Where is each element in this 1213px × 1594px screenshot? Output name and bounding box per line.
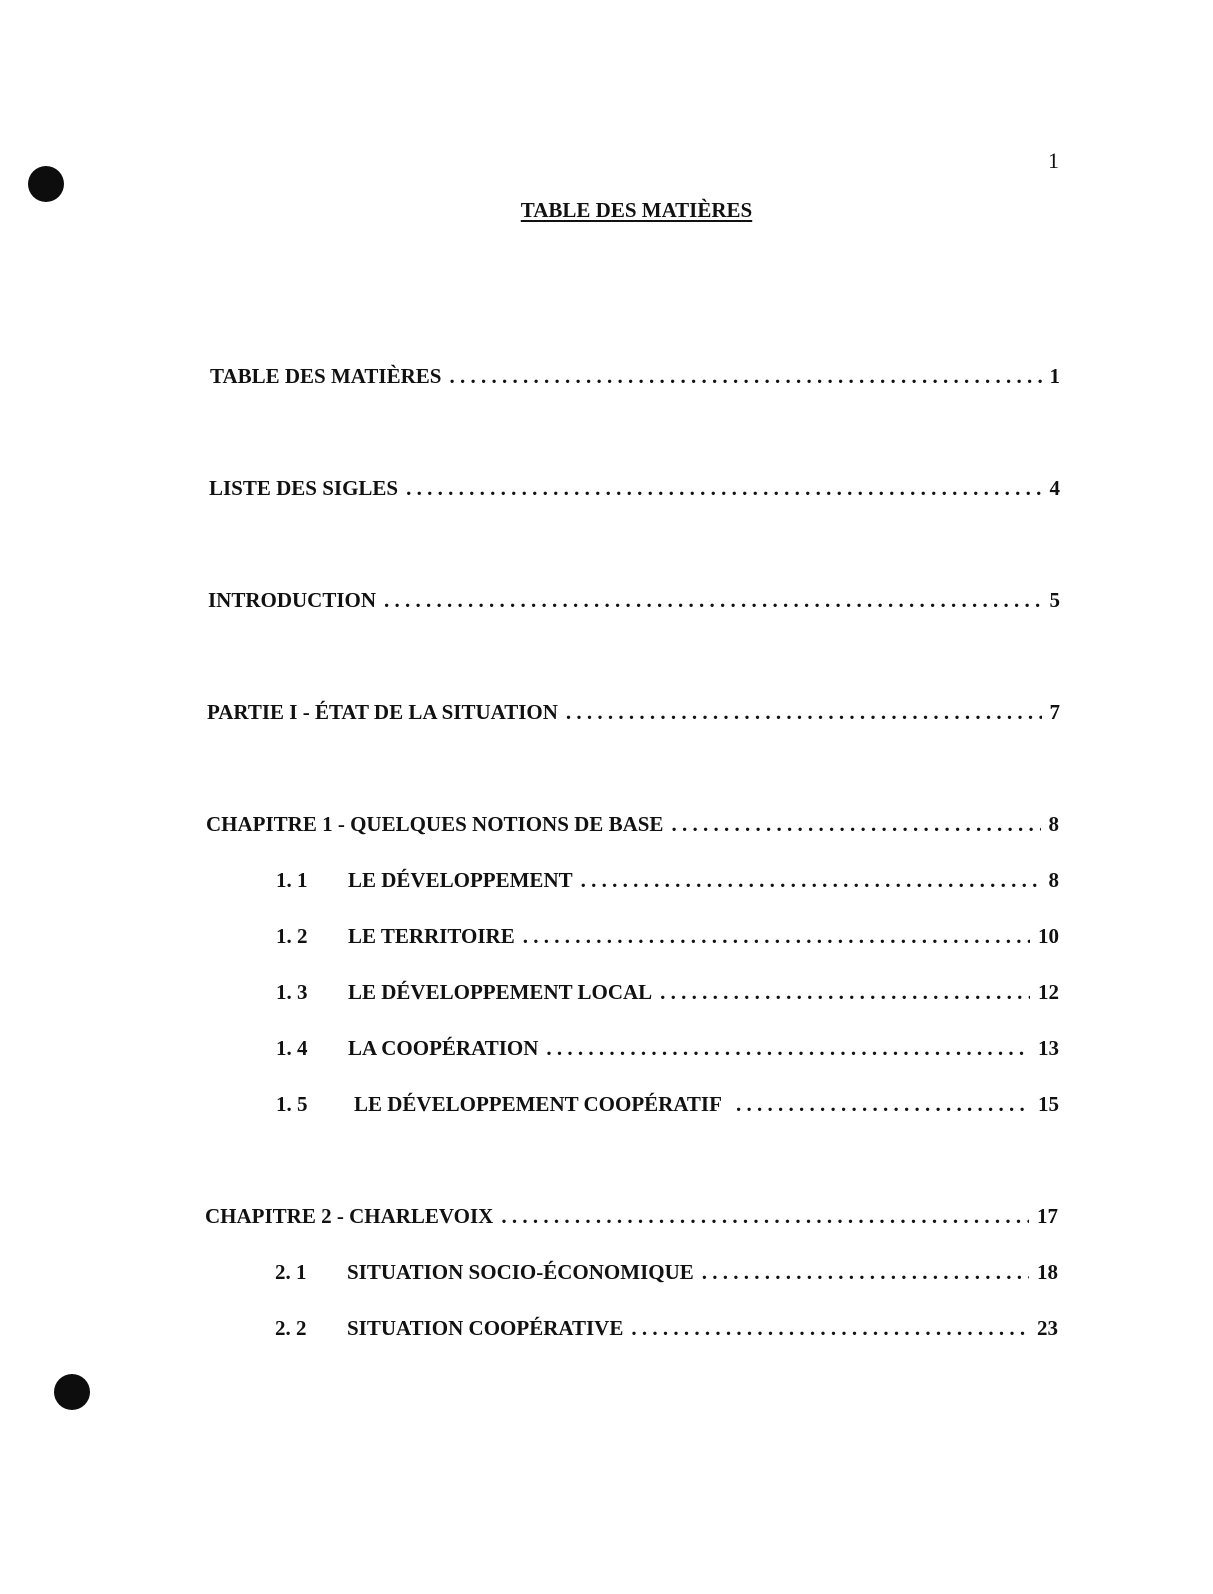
toc-entry-label: TABLE DES MATIÈRES: [210, 364, 442, 388]
toc-entry-page: 12: [1038, 980, 1059, 1004]
toc-leader-dots: [501, 1204, 1029, 1229]
toc-entry-label: LISTE DES SIGLES: [209, 476, 399, 500]
toc-entry-label: CHAPITRE 1 - QUELQUES NOTIONS DE BASE: [206, 812, 664, 836]
toc-leader-dots: [523, 924, 1030, 949]
toc-subentry-number: 2. 1: [275, 1260, 307, 1284]
toc-leader-dots: [581, 868, 1041, 893]
toc-entry-page: 18: [1037, 1260, 1058, 1284]
punch-hole-top: [28, 166, 64, 202]
toc-entry-label: INTRODUCTION: [208, 588, 377, 612]
toc-leader-dots: [384, 588, 1041, 613]
toc-leader-dots: [671, 812, 1040, 837]
toc-entry-page: 23: [1037, 1316, 1058, 1340]
toc-entry-label: LE DÉVELOPPEMENT LOCAL: [348, 980, 653, 1004]
toc-entry-label: LE DÉVELOPPEMENT: [348, 868, 573, 892]
toc-entry-label: LE DÉVELOPPEMENT COOPÉRATIF: [354, 1092, 722, 1116]
toc-leader-dots: [736, 1092, 1030, 1117]
toc-entry-page: 17: [1037, 1204, 1058, 1228]
toc-leader-dots: [702, 1260, 1029, 1285]
toc-subentry-number: 2. 2: [275, 1316, 307, 1340]
toc-entry-page: 4: [1049, 476, 1060, 500]
toc-subentry: [275, 1316, 1058, 1341]
toc-subentry: [276, 1092, 1059, 1117]
toc-subentry-number: 1. 3: [276, 980, 308, 1004]
page-title: TABLE DES MATIÈRES: [520, 198, 753, 222]
toc-entry-page: 10: [1038, 924, 1059, 948]
toc-entry-page: 15: [1038, 1092, 1059, 1116]
toc-entry-page: 13: [1038, 1036, 1059, 1060]
toc-entry: [205, 1204, 1058, 1229]
toc-entry: [207, 700, 1060, 725]
punch-hole-bottom: [54, 1374, 90, 1410]
toc-leader-dots: [546, 1036, 1030, 1061]
toc-entry-page: 8: [1048, 868, 1059, 892]
toc-subentry-number: 1. 4: [276, 1036, 308, 1060]
toc-entry-page: 7: [1049, 700, 1060, 724]
toc-entry-page: 5: [1049, 588, 1060, 612]
toc-entry-label: CHAPITRE 2 - CHARLEVOIX: [205, 1204, 494, 1228]
toc-subentry: [276, 1036, 1059, 1061]
page-number: 1: [1048, 148, 1059, 173]
toc-subentry: [276, 924, 1059, 949]
toc-entry-label: PARTIE I - ÉTAT DE LA SITUATION: [207, 700, 558, 724]
toc-entry: [210, 364, 1060, 389]
toc-entry-page: 1: [1049, 364, 1060, 388]
toc-leader-dots: [406, 476, 1041, 501]
toc-subentry-number: 1. 2: [276, 924, 308, 948]
toc-leader-dots: [660, 980, 1030, 1005]
toc-subentry: [276, 980, 1059, 1005]
toc-subentry: [276, 868, 1059, 893]
toc-leader-dots: [449, 364, 1041, 389]
toc-entry: [209, 476, 1060, 501]
toc-entry-label: LA COOPÉRATION: [348, 1036, 539, 1060]
toc-entry-label: SITUATION COOPÉRATIVE: [347, 1316, 624, 1340]
toc-leader-dots: [631, 1316, 1029, 1341]
toc-subentry-number: 1. 5: [276, 1092, 308, 1116]
toc-entry-label: SITUATION SOCIO-ÉCONOMIQUE: [347, 1260, 694, 1284]
toc-entry: [208, 588, 1060, 613]
toc-entry-label: LE TERRITOIRE: [348, 924, 515, 948]
toc-subentry-number: 1. 1: [276, 868, 308, 892]
toc-subentry: [275, 1260, 1058, 1285]
toc-entry: [206, 812, 1059, 837]
toc-entry-page: 8: [1048, 812, 1059, 836]
toc-leader-dots: [566, 700, 1042, 725]
